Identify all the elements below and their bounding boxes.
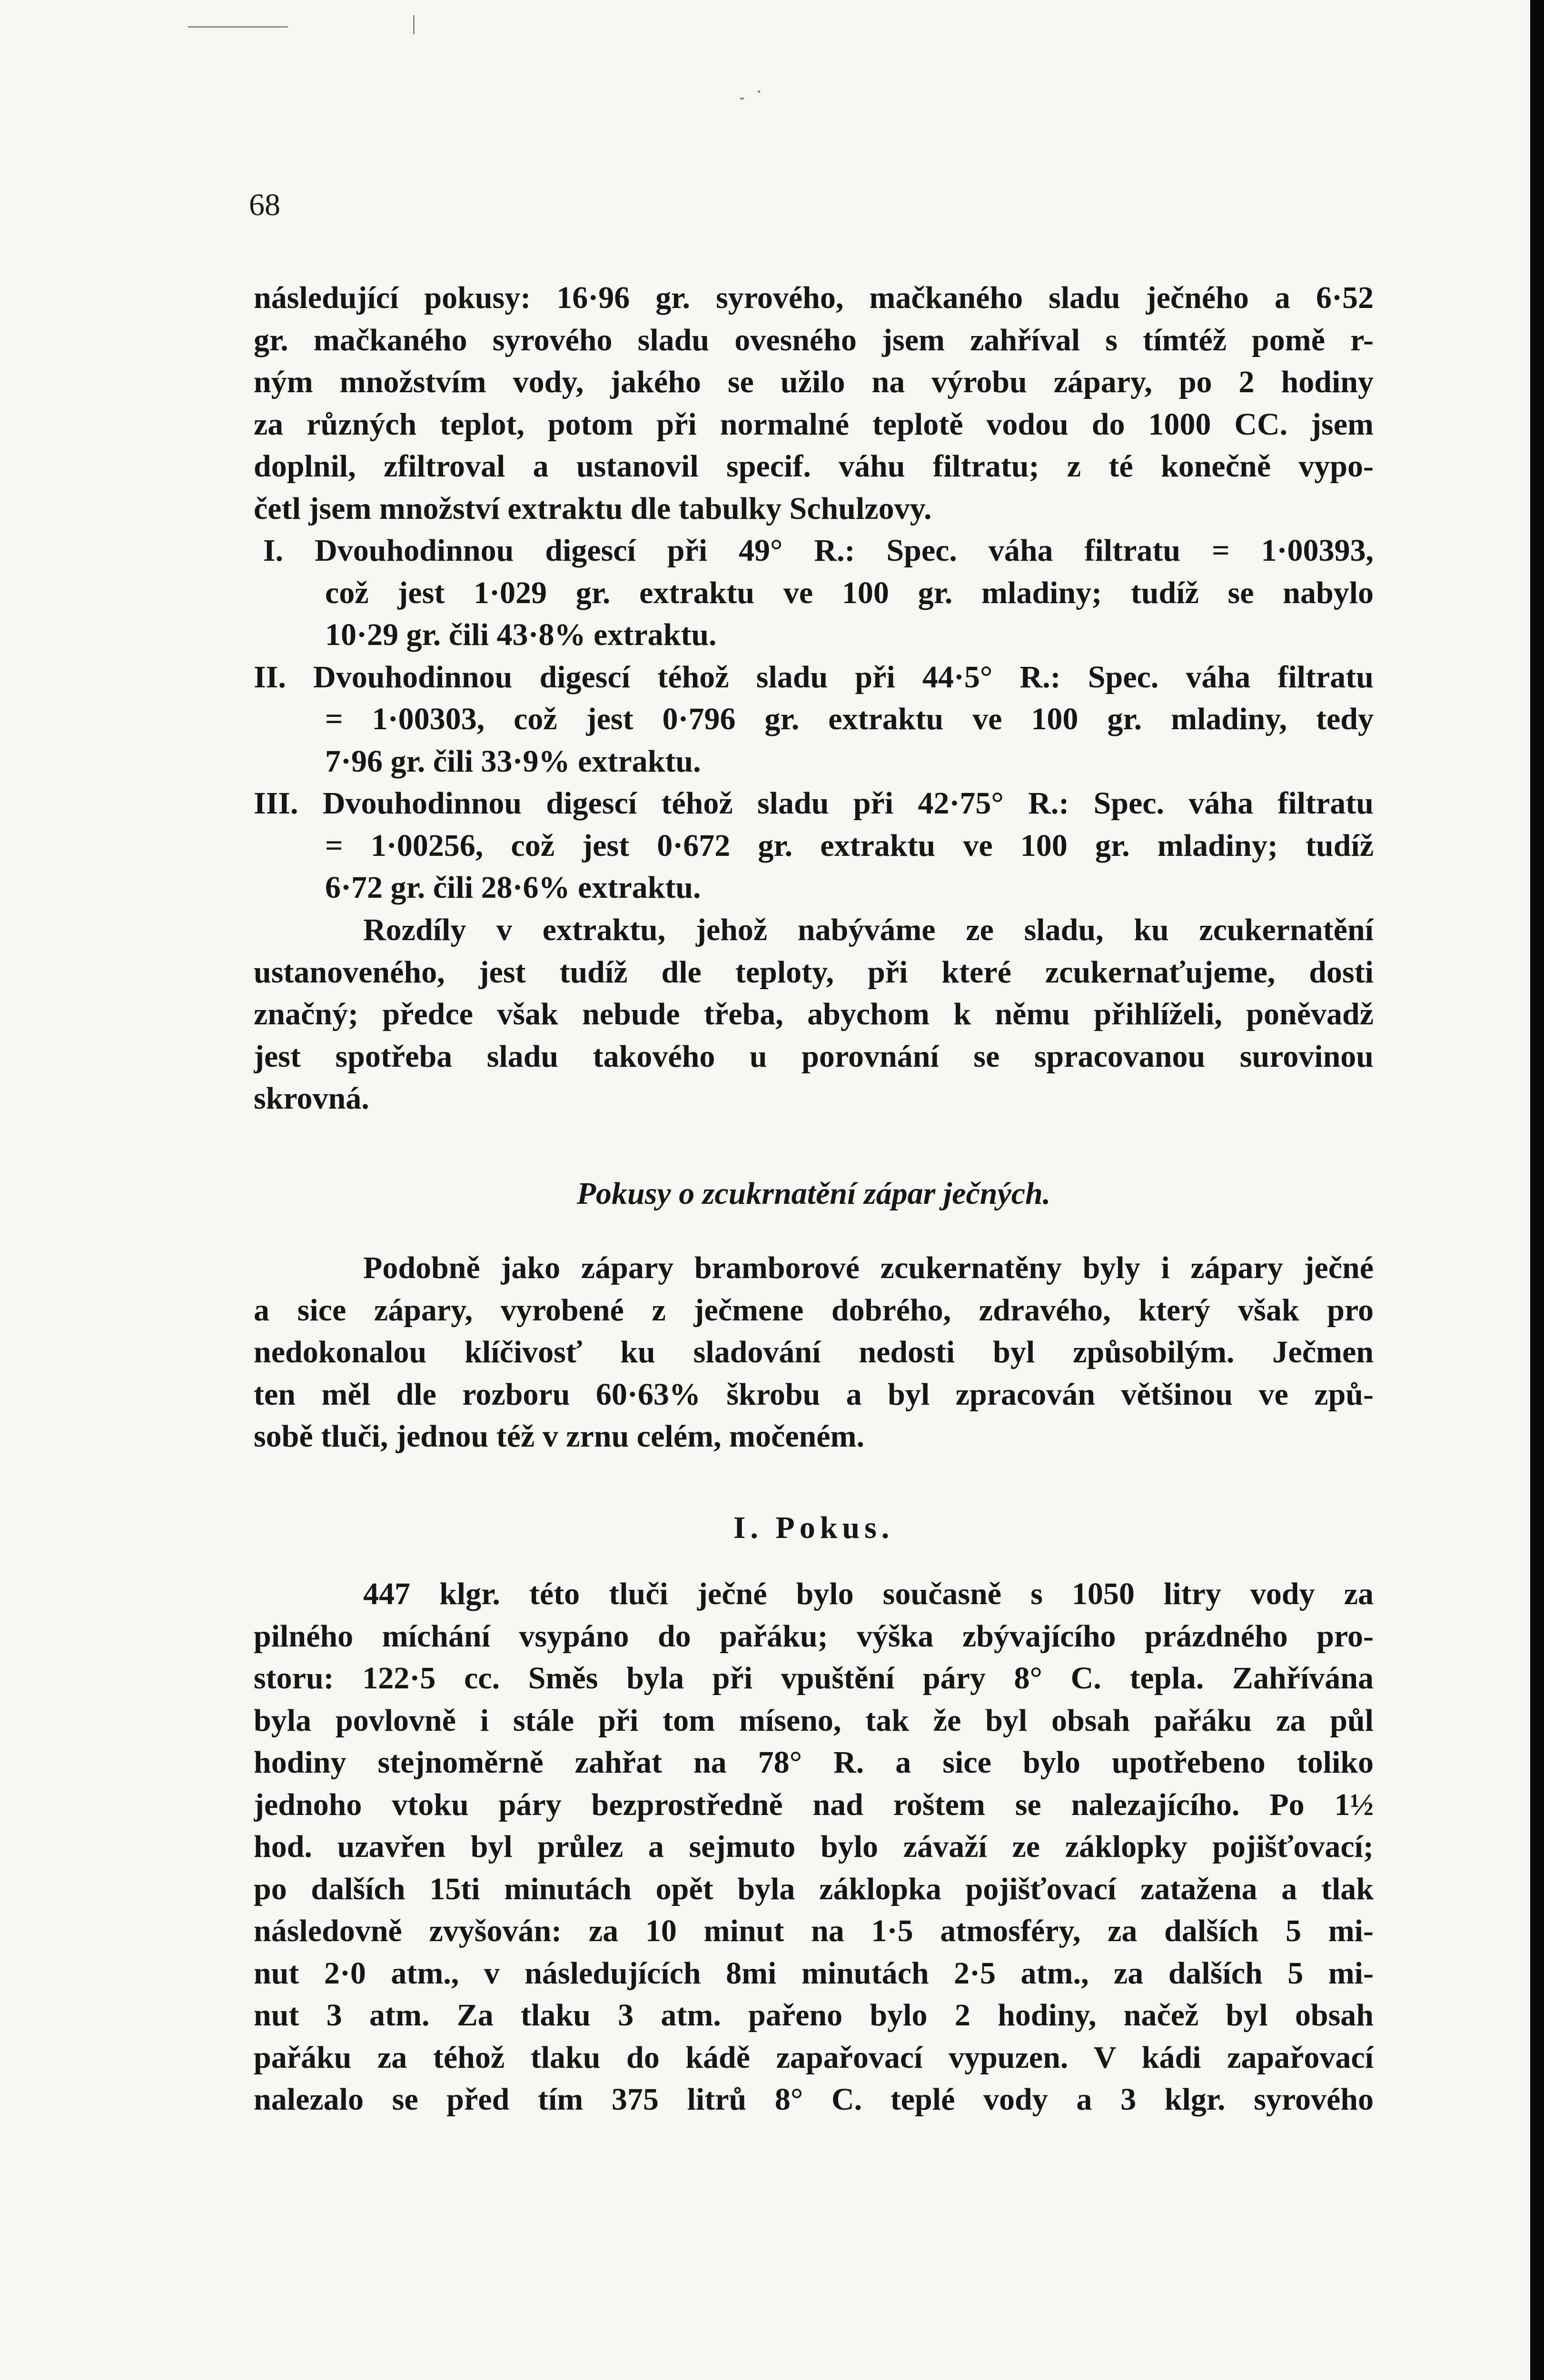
subheading: I. Pokus. — [733, 1510, 894, 1545]
list-item — [254, 530, 1374, 656]
page-number: 68 — [249, 188, 280, 222]
paragraph-4 — [254, 1573, 1374, 2121]
text-line: a sice zápary, vyrobené z ječmene dobrého, zdravého, který však pro — [254, 1292, 1374, 1328]
text-line: sobě tluči, jednou též v zrnu celém, močeném. — [254, 1419, 865, 1454]
text-line: což jest 1·029 gr. extraktu ve 100 gr. mladiny; tudíž se nabylo — [325, 575, 1374, 610]
text-line: pařáku za téhož tlaku do kádě zapařovací vypuzen. V kádi zapařovací — [254, 2040, 1374, 2075]
text-line: následovně zvyšován: za 10 minut na 1·5 atmosféry, za dalších 5 mi- — [254, 1914, 1374, 1948]
text-line: pilného míchání vsypáno do pařáku; výška zbývajícího prázdného pro- — [254, 1618, 1374, 1654]
list-item — [254, 656, 1374, 783]
text-line: četl jsem množství extraktu dle tabulky Schulzovy. — [254, 491, 932, 526]
text-line: 6·72 gr. čili 28·6% extraktu. — [325, 870, 701, 905]
text-line: 10·29 gr. čili 43·8% extraktu. — [325, 617, 717, 652]
list-item — [254, 783, 1374, 909]
scan-mark-dot — [740, 98, 744, 99]
text-line: doplnil, zfiltroval a ustanovil specif. váhu filtratu; z té konečně vypo- — [254, 449, 1374, 484]
paragraph-2 — [254, 909, 1374, 1120]
text-line: jednoho vtoku páry bezprostředně nad roštem se nalezajícího. Po 1½ — [254, 1787, 1374, 1822]
text-line: za různých teplot, potom při normalné teplotě vodou do 1000 CC. jsem — [254, 407, 1374, 442]
text-line: nedokonalou klíčivosť ku sladování nedosti byl způsobilým. Ječmen — [254, 1335, 1374, 1369]
text-line: = 1·00256, což jest 0·672 gr. extraktu ve 100 gr. mladiny; tudíž — [325, 828, 1374, 863]
text-line: po dalších 15ti minutách opět byla záklopka pojišťovací zatažena a tlak — [254, 1871, 1374, 1906]
text-line: storu: 122·5 cc. Směs byla při vpuštění páry 8° C. tepla. Zahřívána — [254, 1661, 1374, 1696]
text-line: hod. uzavřen byl průlez a sejmuto bylo závaží ze záklopky pojišťovací; — [254, 1829, 1374, 1864]
text-line: nalezalo se před tím 375 litrů 8° C. teplé vody a 3 klgr. syrového — [254, 2082, 1374, 2117]
text-line: = 1·00303, což jest 0·796 gr. extraktu ve 100 gr. mladiny, tedy — [325, 702, 1374, 736]
text-line: ným množstvím vody, jakého se užilo na výrobu zápary, po 2 hodiny — [254, 365, 1374, 399]
text-line: byla povlovně i stále při tom míseno, tak že byl obsah pařáku za půl — [254, 1703, 1374, 1738]
text-line: 7·96 gr. čili 33·9% extraktu. — [325, 744, 701, 779]
scan-mark-top-left — [188, 26, 288, 28]
text-line: I. Dvouhodinnou digescí při 49° R.: Spec. váha filtratu = 1·00393, — [263, 533, 1374, 568]
text-line: skrovná. — [254, 1081, 369, 1116]
text-line: Rozdíly v extraktu, jehož nabýváme ze sladu, ku zcukernatění — [363, 912, 1374, 947]
text-line: hodiny stejnoměrně zahřat na 78° R. a sice bylo upotřebeno toliko — [254, 1745, 1374, 1780]
text-line: nut 3 atm. Za tlaku 3 atm. pařeno bylo 2 hodiny, načež byl obsah — [254, 1998, 1374, 2033]
scan-mark-dot-2 — [758, 90, 760, 93]
scan-edge-strip — [1530, 0, 1544, 2380]
section-heading: Pokusy o zcukrnatění zápar ječných. — [576, 1176, 1051, 1211]
top-paragraph — [254, 277, 1374, 530]
paragraph-3 — [254, 1247, 1374, 1458]
text-line: III. Dvouhodinnou digescí téhož sladu při 42·75° R.: Spec. váha filtratu — [254, 786, 1374, 821]
text-line: II. Dvouhodinnou digescí téhož sladu při 44·5° R.: Spec. váha filtratu — [254, 659, 1374, 694]
text-line: 447 klgr. této tluči ječné bylo současně s 1050 litry vody za — [363, 1577, 1374, 1611]
text-line: značný; předce však nebude třeba, abychom k němu přihlíželi, poněvadž — [254, 997, 1374, 1031]
text-line: ten měl dle rozboru 60·63% škrobu a byl zpracován většinou ve způ- — [254, 1377, 1374, 1412]
text-line: nut 2·0 atm., v následujících 8mi minutách 2·5 atm., za dalších 5 mi- — [254, 1955, 1374, 1991]
scan-mark-top-tick — [413, 15, 415, 34]
text-line: Podobně jako zápary bramborové zcukernatěny byly i zápary ječné — [363, 1250, 1374, 1285]
text-line: ustanoveného, jest tudíž dle teploty, při které zcukernaťujeme, dosti — [254, 954, 1374, 990]
text-line: následující pokusy: 16·96 gr. syrového, mačkaného sladu ječného a 6·52 — [254, 280, 1374, 315]
text-line: jest spotřeba sladu takového u porovnání se spracovanou surovinou — [254, 1039, 1374, 1074]
text-line: gr. mačkaného syrového sladu ovesného jsem zahříval s tímtéž pomě r- — [254, 322, 1374, 357]
experiment-list — [254, 530, 1374, 909]
